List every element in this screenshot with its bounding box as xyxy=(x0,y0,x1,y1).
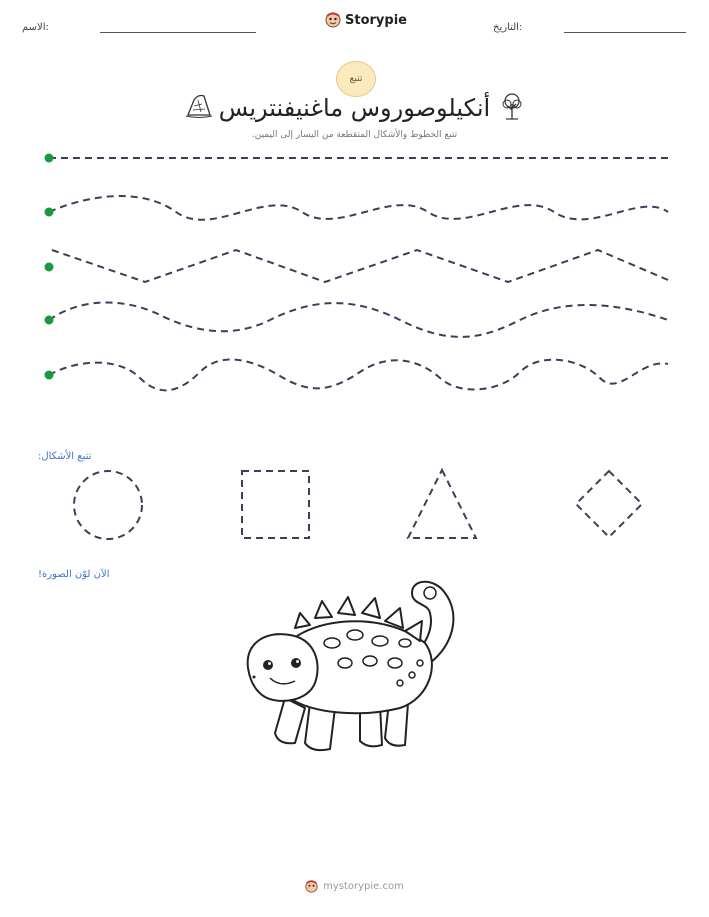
page-title: أنكيلوصوروس ماغنيفنتريس xyxy=(218,94,491,122)
date-line[interactable] xyxy=(564,32,686,33)
tree-icon xyxy=(499,92,525,122)
tracing-line-wavy-1 xyxy=(49,196,668,220)
instructions: تتبع الخطوط والأشكال المتقطعة من اليسار إلى اليمين. xyxy=(251,130,458,140)
coloring-label: الآن لوّن الصورة! xyxy=(38,569,110,580)
rock-icon xyxy=(185,92,213,120)
brand-name: Storypie xyxy=(345,12,407,28)
tracing-lines[interactable] xyxy=(0,140,709,400)
shape-square xyxy=(242,471,309,538)
start-dot xyxy=(45,316,54,325)
name-line[interactable] xyxy=(100,32,256,33)
shape-circle xyxy=(74,471,142,539)
shape-diamond xyxy=(576,471,642,537)
date-label: التاريخ: xyxy=(493,22,523,33)
tracing-line-wavy-3 xyxy=(49,360,668,391)
shape-triangle xyxy=(408,470,476,538)
start-dot xyxy=(45,154,54,163)
shapes-label: تتبع الأشكال: xyxy=(38,451,92,462)
tracing-line-zigzag xyxy=(52,250,668,282)
start-dot xyxy=(45,371,54,380)
start-dot xyxy=(45,208,54,217)
footer xyxy=(0,880,709,893)
trace-badge-text: تتبع xyxy=(349,74,363,84)
trace-badge xyxy=(336,61,376,97)
ankylosaurus-coloring-image[interactable] xyxy=(240,573,470,763)
start-dot xyxy=(45,263,54,272)
brand xyxy=(325,12,407,28)
name-label: الاسم: xyxy=(22,22,49,33)
tracing-line-wavy-2 xyxy=(49,303,668,337)
footer-url[interactable]: mystorypie.com xyxy=(323,881,404,892)
tracing-shapes[interactable] xyxy=(0,460,709,550)
storypie-logo-icon xyxy=(325,12,341,28)
storypie-logo-icon xyxy=(305,880,318,893)
